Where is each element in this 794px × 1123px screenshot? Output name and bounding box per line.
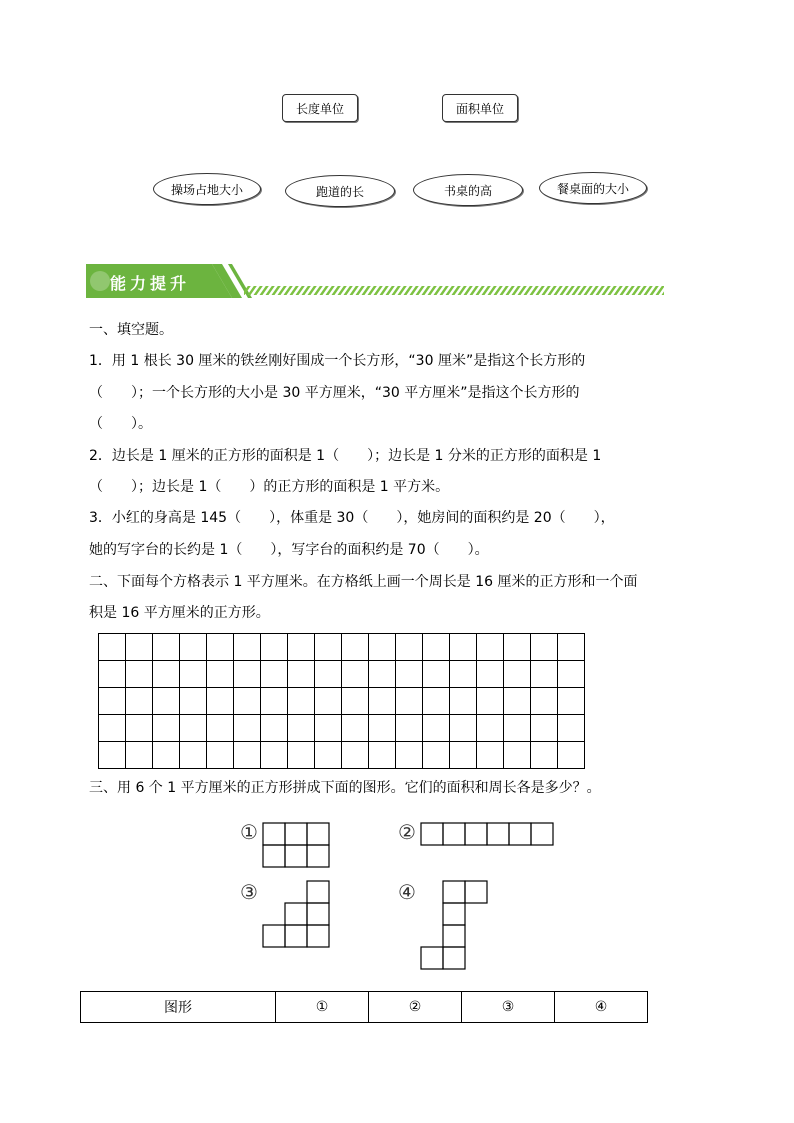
grid-cell[interactable]: [477, 715, 504, 742]
grid-cell[interactable]: [531, 715, 558, 742]
grid-cell[interactable]: [342, 661, 369, 688]
grid-cell[interactable]: [153, 688, 180, 715]
square-grid-paper[interactable]: [98, 633, 585, 769]
grid-cell[interactable]: [396, 715, 423, 742]
grid-cell[interactable]: [342, 715, 369, 742]
grid-cell[interactable]: [126, 715, 153, 742]
grid-cell[interactable]: [261, 661, 288, 688]
grid-cell[interactable]: [477, 634, 504, 661]
grid-cell[interactable]: [396, 742, 423, 769]
grid-row: [99, 742, 585, 769]
question-1-line-2: （ ）；一个长方形的大小是 30 平方厘米，“30 平方厘米”是指这个长方形的: [89, 385, 580, 401]
grid-row: [99, 634, 585, 661]
grid-cell[interactable]: [180, 634, 207, 661]
section1-heading: 一、填空题。: [89, 322, 173, 338]
grid-cell[interactable]: [99, 742, 126, 769]
grid-cell[interactable]: [126, 634, 153, 661]
grid-cell[interactable]: [369, 742, 396, 769]
grid-row: [99, 661, 585, 688]
question-2-line-1: 2．边长是 1 厘米的正方形的面积是 1（ ）；边长是 1 分米的正方形的面积是 1: [89, 448, 602, 464]
table-header-cell: ①: [276, 992, 369, 1023]
table-header-cell: ②: [369, 992, 462, 1023]
grid-cell[interactable]: [261, 715, 288, 742]
grid-cell[interactable]: [369, 715, 396, 742]
grid-cell[interactable]: [369, 634, 396, 661]
grid-cell[interactable]: [477, 661, 504, 688]
figure-2-squares: [420, 822, 558, 848]
table-header-cell: ④: [555, 992, 648, 1023]
grid-cell[interactable]: [126, 661, 153, 688]
grid-cell[interactable]: [153, 742, 180, 769]
grid-cell[interactable]: [450, 742, 477, 769]
grid-cell[interactable]: [288, 688, 315, 715]
grid-cell[interactable]: [234, 688, 261, 715]
grid-cell[interactable]: [423, 715, 450, 742]
grid-cell[interactable]: [288, 742, 315, 769]
grid-cell[interactable]: [450, 715, 477, 742]
question-2-line-2: （ ）；边长是 1（ ）的正方形的面积是 1 平方米。: [89, 479, 450, 495]
grid-cell[interactable]: [288, 715, 315, 742]
grid-cell[interactable]: [315, 742, 342, 769]
grid-row: [99, 688, 585, 715]
length-unit-box: 长度单位: [282, 94, 358, 122]
grid-cell[interactable]: [207, 742, 234, 769]
grid-cell[interactable]: [531, 634, 558, 661]
grid-cell[interactable]: [396, 688, 423, 715]
grid-cell[interactable]: [423, 661, 450, 688]
figure-label: ②: [398, 820, 416, 844]
grid-cell[interactable]: [180, 688, 207, 715]
grid-cell[interactable]: [396, 634, 423, 661]
grid-cell[interactable]: [180, 742, 207, 769]
figure-3-squares: [262, 880, 332, 950]
area-unit-box: 面积单位: [442, 94, 518, 122]
grid-cell[interactable]: [342, 634, 369, 661]
grid-cell[interactable]: [207, 715, 234, 742]
grid-cell[interactable]: [369, 688, 396, 715]
grid-cell[interactable]: [99, 661, 126, 688]
grid-cell[interactable]: [477, 742, 504, 769]
table-header-cell: ③: [462, 992, 555, 1023]
grid-cell[interactable]: [423, 742, 450, 769]
grid-cell[interactable]: [315, 688, 342, 715]
section2-line-2: 积是 16 平方厘米的正方形。: [89, 605, 270, 621]
figure-label: ③: [240, 880, 258, 904]
answer-table: [80, 991, 648, 1023]
unit-item-oval: 操场占地大小: [153, 173, 261, 205]
grid-cell[interactable]: [99, 715, 126, 742]
grid-cell[interactable]: [315, 661, 342, 688]
grid-cell[interactable]: [180, 715, 207, 742]
grid-cell[interactable]: [504, 634, 531, 661]
question-1-line-1: 1．用 1 根长 30 厘米的铁丝刚好围成一个长方形，“30 厘米”是指这个长方形的: [89, 353, 586, 369]
grid-cell[interactable]: [234, 634, 261, 661]
grid-cell[interactable]: [261, 688, 288, 715]
grid-cell[interactable]: [234, 661, 261, 688]
grid-cell[interactable]: [504, 688, 531, 715]
grid-cell[interactable]: [288, 661, 315, 688]
grid-cell[interactable]: [99, 634, 126, 661]
grid-cell[interactable]: [315, 715, 342, 742]
grid-cell[interactable]: [207, 688, 234, 715]
grid-cell[interactable]: [207, 661, 234, 688]
grid-cell[interactable]: [288, 634, 315, 661]
figure-label: ④: [398, 880, 416, 904]
grid-cell[interactable]: [423, 688, 450, 715]
section3-heading: 三、用 6 个 1 平方厘米的正方形拼成下面的图形。它们的面积和周长各是多少？。: [89, 780, 601, 796]
grid-cell[interactable]: [504, 715, 531, 742]
grid-cell[interactable]: [342, 742, 369, 769]
grid-cell[interactable]: [531, 661, 558, 688]
question-1-line-3: （ ）。: [89, 416, 152, 432]
grid-cell[interactable]: [315, 634, 342, 661]
grid-cell[interactable]: [558, 688, 585, 715]
grid-cell[interactable]: [450, 688, 477, 715]
unit-item-oval: 餐桌面的大小: [539, 172, 647, 204]
grid-cell[interactable]: [396, 661, 423, 688]
grid-cell[interactable]: [504, 742, 531, 769]
grid-cell[interactable]: [342, 688, 369, 715]
unit-item-oval: 跑道的长: [285, 175, 395, 207]
grid-cell[interactable]: [234, 715, 261, 742]
figure-4-squares: [420, 880, 490, 972]
grid-cell[interactable]: [153, 661, 180, 688]
grid-cell[interactable]: [99, 688, 126, 715]
grid-row: [99, 715, 585, 742]
grid-cell[interactable]: [531, 742, 558, 769]
section2-line-1: 二、下面每个方格表示 1 平方厘米。在方格纸上画一个周长是 16 厘米的正方形和一个面: [89, 574, 638, 590]
grid-cell[interactable]: [126, 742, 153, 769]
grid-cell[interactable]: [153, 634, 180, 661]
table-header-cell: 图形: [81, 992, 276, 1023]
grid-cell[interactable]: [153, 715, 180, 742]
figure-1-squares: [262, 822, 332, 870]
grid-cell[interactable]: [234, 742, 261, 769]
grid-cell[interactable]: [558, 742, 585, 769]
grid-cell[interactable]: [261, 742, 288, 769]
grid-cell[interactable]: [180, 661, 207, 688]
figure-label: ①: [240, 820, 258, 844]
question-3-line-2: 她的写字台的长约是 1（ ），写字台的面积约是 70（ ）。: [89, 542, 489, 558]
grid-cell[interactable]: [531, 688, 558, 715]
grid-cell[interactable]: [369, 661, 396, 688]
grid-cell[interactable]: [558, 661, 585, 688]
grid-cell[interactable]: [558, 634, 585, 661]
grid-cell[interactable]: [261, 634, 288, 661]
grid-cell[interactable]: [207, 634, 234, 661]
grid-cell[interactable]: [450, 634, 477, 661]
grid-cell[interactable]: [558, 715, 585, 742]
grid-cell[interactable]: [504, 661, 531, 688]
grid-cell[interactable]: [423, 634, 450, 661]
unit-item-oval: 书桌的高: [413, 174, 523, 206]
grid-cell[interactable]: [126, 688, 153, 715]
question-3-line-1: 3．小红的身高是 145（ ），体重是 30（ ），她房间的面积约是 20（ ），: [89, 510, 615, 526]
grid-cell[interactable]: [477, 688, 504, 715]
grid-cell[interactable]: [450, 661, 477, 688]
banner-title: 能力提升: [110, 274, 191, 293]
